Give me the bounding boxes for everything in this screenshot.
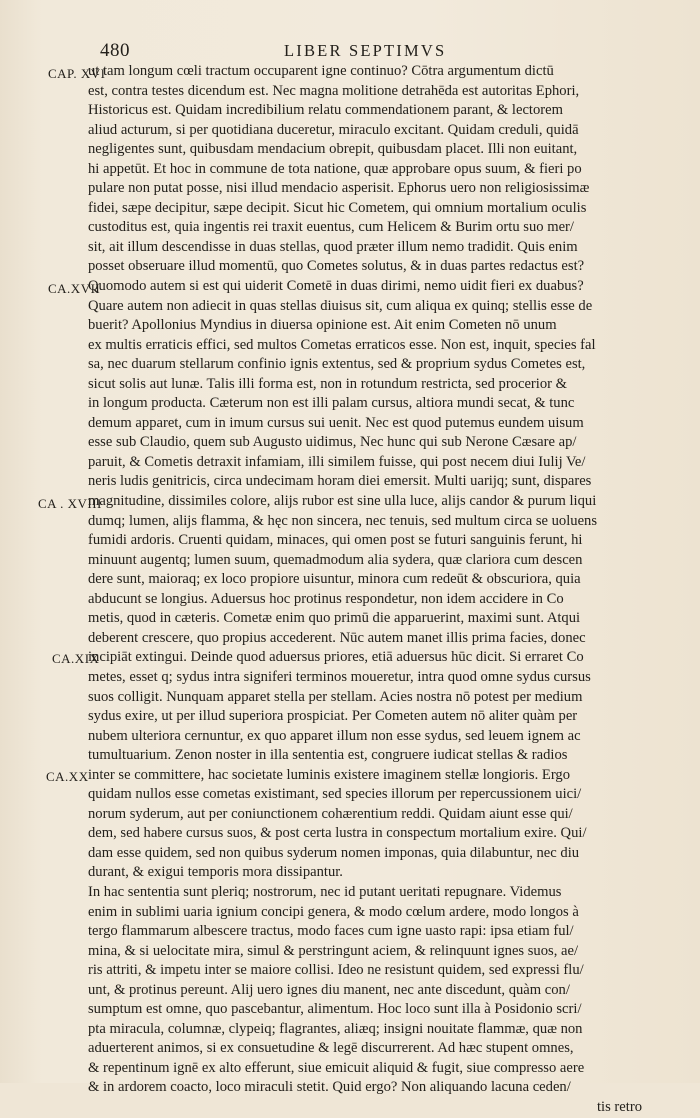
- text-line: abducunt se longius. Aduersus hoc protinus respondetur, non idem accidere in Co: [88, 590, 564, 607]
- chapter-marker-18: CA . XVIII: [38, 496, 102, 511]
- text-line: ex multis erraticis effici, sed multos Cometas erraticos esse. Non est, inquit, species fal: [88, 336, 596, 353]
- text-line: tergo flammarum albescere tractus, modo faces cum igne uasto rapi: ipsa etiam ful/: [88, 923, 574, 940]
- text-line: metes, esset q; sydus intra signiferi terminos moueretur, intra quod omne sydus cursus: [88, 668, 591, 685]
- chapter-marker-16: CAP. XVI: [48, 66, 106, 81]
- text-line: in longum producta. Cæterum non est illi palam cursus, altiora mundi secat, & tunc: [88, 395, 575, 412]
- text-line: sa, nec duarum stellarum confinio ignis extentus, sed & proprium sydus Cometes est,: [88, 356, 586, 373]
- text-line: dere sunt, maioraq; ex loco propiore uisuntur, minora cum redeūt & obscuriora, quia: [88, 571, 581, 588]
- text-line: Historicus est. Quidam incredibilium relatu commendationem parant, & lectorem: [88, 102, 563, 119]
- text-line: Quare autem non adiecit in quas stellas diuisus sit, cum aliqua ex quinq; stellis esse de: [88, 297, 593, 314]
- text-line: ut tam longum cœli tractum occuparent igne continuo? Cōtra argumentum dictū: [88, 63, 554, 79]
- chapter-marker-19: CA.XIX: [52, 651, 100, 666]
- text-line: ris attriti, & impetu inter se maiore collisi. Ideo ne resistunt quidem, sed expressi flu/: [88, 962, 584, 979]
- text-line: durant, & exigui temporis mora dissipantur.: [88, 864, 343, 881]
- text-line: incipiāt extingui. Deinde quod aduersus priores, etiā aduersus hūc dicit. Si erraret Co: [88, 649, 584, 666]
- text-line: dem, sed habere cursus suos, & post certa lustra in conspectum mortalium exire. Qui/: [88, 825, 587, 842]
- text-line: dam esse quidem, sed non quibus syderum nomen imponas, quia dilabuntur, nec diu: [88, 844, 580, 861]
- text-line: norum syderum, aut per coniunctionem cohærentium reddi. Quidam aiunt esse qui/: [88, 805, 573, 822]
- text-line: Quomodo autem si est qui uiderit Cometē in duas dirimi, nemo uidit fieri ex duabus?: [88, 278, 584, 295]
- text-line: pulare non putat posse, nisi illud mendacio asperisit. Ephorus uero non religiosissimæ: [88, 180, 590, 197]
- text-line: & repentinum ignē ex alto efferunt, siue emicuit aliquid & fugit, siue compresso aere: [88, 1059, 585, 1076]
- text-line: buerit? Apollonius Myndius in diuersa opinione est. Ait enim Cometen nō unum: [88, 317, 557, 334]
- text-line: minuunt augentq; lumen suum, quemadmodum alia sydera, quæ clariora cum descen: [88, 551, 583, 568]
- text-line: enim in sublimi uaria ignium concipi genera, & modo cœlum ardere, modo longos à: [88, 903, 579, 920]
- text-line: In hac sententia sunt pleriq; nostrorum, nec id putant ueritati repugnare. Videmus: [88, 883, 562, 900]
- text-line: demum apparet, cum in imum cursus sui uenit. Nec est quod putemus eundem uisum: [88, 414, 584, 431]
- text-line: sumptum est omne, quo pascebantur, alimentum. Hoc loco sunt illa à Posidonio scri/: [88, 1001, 582, 1018]
- text-line: suos colligit. Nunquam apparet stella per stellam. Acies nostra nō potest per medium: [88, 688, 583, 705]
- text-line: sydus exire, ut per illud superiora prospiciat. Per Cometen autem nō aliter quàm per: [88, 708, 578, 725]
- text-line: hi appetūt. Et hoc in commune de tota natione, quæ approbare opus suum, & fieri po: [88, 160, 582, 177]
- text-line: aduerterent animos, si ex consuetudine & legē discurrerent. Ad hæc stupent omnes,: [88, 1040, 574, 1057]
- text-line: & in ardorem coacto, loco miraculi stetit. Quid ergo? Non aliquando lacuna ceden/: [88, 1079, 571, 1096]
- text-line: magnitudine, dissimiles colore, alijs rubor est sine ulla luce, alijs candor & purum liqui: [88, 493, 597, 510]
- text-line: sit, ait illum descendisse in duas stellas, quod præter illum nemo tradidit. Quis enim: [88, 238, 578, 255]
- text-line: tumultuarium. Zenon noster in illa sententia est, congruere iudicat stellas & radios: [88, 747, 568, 764]
- text-line: mina, & si uelocitate mira, simul & perstringunt aciem, & relinquunt ignes suos, ae/: [88, 942, 579, 959]
- text-line: posset obseruare illud momentū, quo Cometes solutus, & in duas partes redactus est?: [88, 258, 585, 275]
- text-line: sicut solis aut lunæ. Talis illi forma est, non in rotundum restricta, sed procerior &: [88, 375, 568, 392]
- page-number: 480: [100, 40, 130, 61]
- text-line: aliud acturum, si per quotidiana duceretur, miraculo excitant. Quidam creduli, quidā: [88, 121, 579, 138]
- body-text: [88, 62, 656, 1118]
- text-line: quidam nullos esse cometas existimant, sed species illorum per repercussionem uici/: [88, 786, 582, 803]
- text-line: metis, quod in cæteris. Cometæ enim quo primū die apparuerint, maximi sunt. Atqui: [88, 610, 581, 627]
- text-line: unt, & protinus pereunt. Alij uero ignes diu manent, nec ante discedunt, quàm con/: [88, 981, 570, 998]
- text-line: esse sub Claudio, quem sub Augusto uidimus, Nec hunc qui sub Nerone Cæsare ap/: [88, 434, 577, 451]
- text-line: custoditus est, quia ingentis rei traxit euentus, cum Helicem & Burim ortu suo mer/: [88, 219, 574, 236]
- text-line: nubem ulteriora cernuntur, ex quo apparet illum non esse sydus, sed leuem ignem ac: [88, 727, 581, 744]
- running-head: LIBER SEPTIMVS: [284, 41, 447, 60]
- margin-notes: [0, 0, 106, 1083]
- text-line: deberent crescere, quo propius accederent. Nūc autem manet illis prima facies, donec: [88, 629, 586, 646]
- text-line: negligentes sunt, quibusdam mendacium obrepit, quibusdam placet. Illi non euitant,: [88, 141, 578, 158]
- text-line: fidei, sæpe decipitur, sæpe decipit. Sicut hic Cometem, qui omnium mortalium oculis: [88, 199, 587, 216]
- text-line: paruit, & Cometis detraxit infamiam, illi similem fuisse, qui post necem diui Iulij Ve/: [88, 453, 586, 470]
- text-line: fumidi ardoris. Cruenti quidam, minaces, qui omen post se futuri sanguinis ferunt, hi: [88, 532, 583, 549]
- text-line: est, contra testes dicendum est. Nec magna molitione detrahēda est autoritas Ephori,: [88, 82, 580, 99]
- text-line: tis retro: [597, 1098, 642, 1115]
- text-line: dumq; lumen, alijs flamma, & hęc non sincera, nec tenuis, sed multum circa se uoluens: [88, 512, 598, 529]
- text-line: neris ludis genitricis, circa undecimam horam diei emersit. Multi uarijq; sunt, dispares: [88, 473, 592, 490]
- chapter-marker-17: CA.XVII: [48, 281, 101, 296]
- text-line: pta miracula, columnæ, clypeiq; flagrantes, aliæq; insigni nouitate flammæ, quæ non: [88, 1020, 583, 1037]
- text-line: inter se committere, hac societate luminis existere imaginem stellæ longioris. Ergo: [88, 766, 571, 783]
- chapter-marker-20: CA.XX: [46, 769, 89, 784]
